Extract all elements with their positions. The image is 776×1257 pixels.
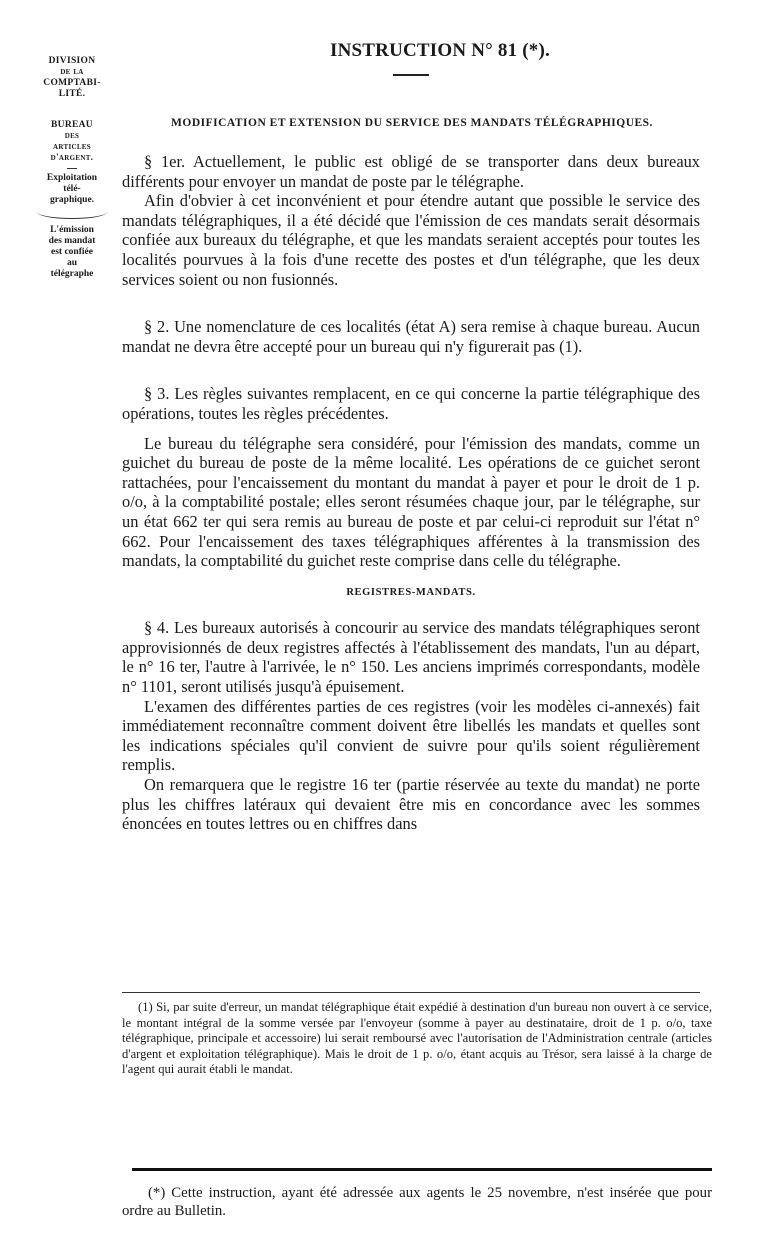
footer-note-text: (*) Cette instruction, ayant été adressée aux agents le 25 novembre, n'est insérée que pour ordre au Bulletin. — [122, 1185, 712, 1219]
footnote-rule — [122, 992, 700, 993]
margin-line: Exploitation — [46, 173, 98, 183]
paragraph-3: § 3. Les règles suivantes remplacent, en ce qui concerne la partie télégraphique des opérations, toutes les règles précédentes. — [122, 384, 700, 423]
margin-line: LITÉ. — [58, 89, 86, 99]
margin-notes — [28, 56, 116, 284]
margin-brace — [37, 210, 107, 219]
paragraph-4c: On remarquera que le registre 16 ter (partie réservée au texte du mandat) ne porte plus les chiffres latéraux qui devaient être mis en concordance avec les sommes énoncées en toutes lettres ou en chiffres dans — [122, 775, 700, 834]
margin-line: des — [64, 131, 80, 141]
title-rule — [393, 74, 429, 76]
margin-dash — [67, 168, 77, 169]
footnote-text: (1) Si, par suite d'erreur, un mandat télégraphique était expédié à destination d'un bureau non ouvert à ce service, le montant intégral de la somme versée par l'envoyeur (somme à payer au destinataire, droit de 1 p. o/o, taxe télégraphique, principale et accessoire) lui serait remboursé avec l'autorisation de l'Administration centrale (articles d'argent et exploitation télégraphique). Mais le droit de 1 p. o/o, étant acquis au Trésor, sera laissé à la charge de l'agent qui aurait établi le mandat. — [122, 1000, 712, 1076]
margin-line: COMPTABI- — [43, 78, 101, 88]
margin-line: au — [66, 258, 78, 268]
paragraph-2: § 2. Une nomenclature de ces localités (état A) sera remise à chaque bureau. Aucun mandat ne devra être accepté pour un bureau qui n'y figurerait pas (1). — [122, 317, 700, 356]
footer-rule — [132, 1168, 712, 1171]
page-title: INSTRUCTION N° 81 (*). — [330, 40, 550, 61]
margin-line: d'argent. — [50, 153, 94, 163]
margin-note-division — [28, 56, 116, 100]
margin-line: de la — [60, 67, 84, 77]
margin-note-exploitation — [28, 173, 116, 206]
paragraph-1b: Afin d'obvier à cet inconvénient et pour étendre autant que possible le service des mandats télégraphiques, il a été décidé que l'émission de ces mandats serait désormais confiée aux bureaux du télégraphe, et que les mandats seraient acceptés pour toutes les localités pourvues à la fois d'une recette des postes et d'un télégraphe, que les deux services soient ou non fusionnés. — [122, 191, 700, 289]
margin-line: télégraphe — [50, 269, 94, 279]
section-heading: REGISTRES-MANDATS. — [346, 586, 476, 598]
margin-line: DIVISION — [48, 56, 96, 66]
paragraph-1: § 1er. Actuellement, le public est obligé de se transporter dans deux bureaux différents pour envoyer un mandat de poste par le télégraphe. — [122, 152, 700, 191]
margin-line: est confiée — [51, 247, 93, 257]
margin-line: articles — [53, 142, 91, 152]
footnote — [122, 1000, 712, 1078]
margin-line: graphique. — [49, 195, 95, 205]
body-text — [122, 152, 700, 834]
page-subtitle: MODIFICATION ET EXTENSION DU SERVICE DES MANDATS TÉLÉGRAPHIQUES. — [171, 117, 653, 129]
margin-line: L'émission — [50, 225, 94, 235]
margin-line: BUREAU — [51, 120, 93, 130]
paragraph-4b: L'examen des différentes parties de ces registres (voir les modèles ci-annexés) fait immédiatement reconnaître comment doivent être libellés les mandats et quelles sont les indications spéciales qu'il convient de suivre pour qu'ils soient régulièrement remplis. — [122, 696, 700, 775]
margin-note-bureau — [28, 120, 116, 164]
margin-line: télé- — [63, 184, 81, 194]
footer-note — [122, 1184, 712, 1220]
paragraph-4: § 4. Les bureaux autorisés à concourir au service des mandats télégraphiques seront approvisionnés de deux registres affectés à l'établissement des mandats, l'un au départ, le n° 16 ter, l'autre à l'arrivée, le n° 150. Les anciens imprimés correspondants, modèle n° 1101, seront utilisés jusqu'à épuisement. — [122, 618, 700, 697]
paragraph-3b: Le bureau du télégraphe sera considéré, pour l'émission des mandats, comme un guichet du bureau de poste de la même localité. Les opérations de ce guichet seront rattachées, pour l'encaissement du montant du mandat à payer et pour le droit de 1 p. o/o, à la comptabilité postale; elles seront résumées chaque jour, par le télégraphe, sur un état 662 ter qui sera remis au bureau de poste et par celui-ci reproduit sur l'état n° 662. Pour l'encaissement des taxes télégraphiques afférentes à la transmission des mandats, la comptabilité du guichet reste comprise dans celle du télégraphe. — [122, 433, 700, 571]
margin-note-emission — [28, 225, 116, 280]
margin-line: des mandat — [48, 236, 96, 246]
